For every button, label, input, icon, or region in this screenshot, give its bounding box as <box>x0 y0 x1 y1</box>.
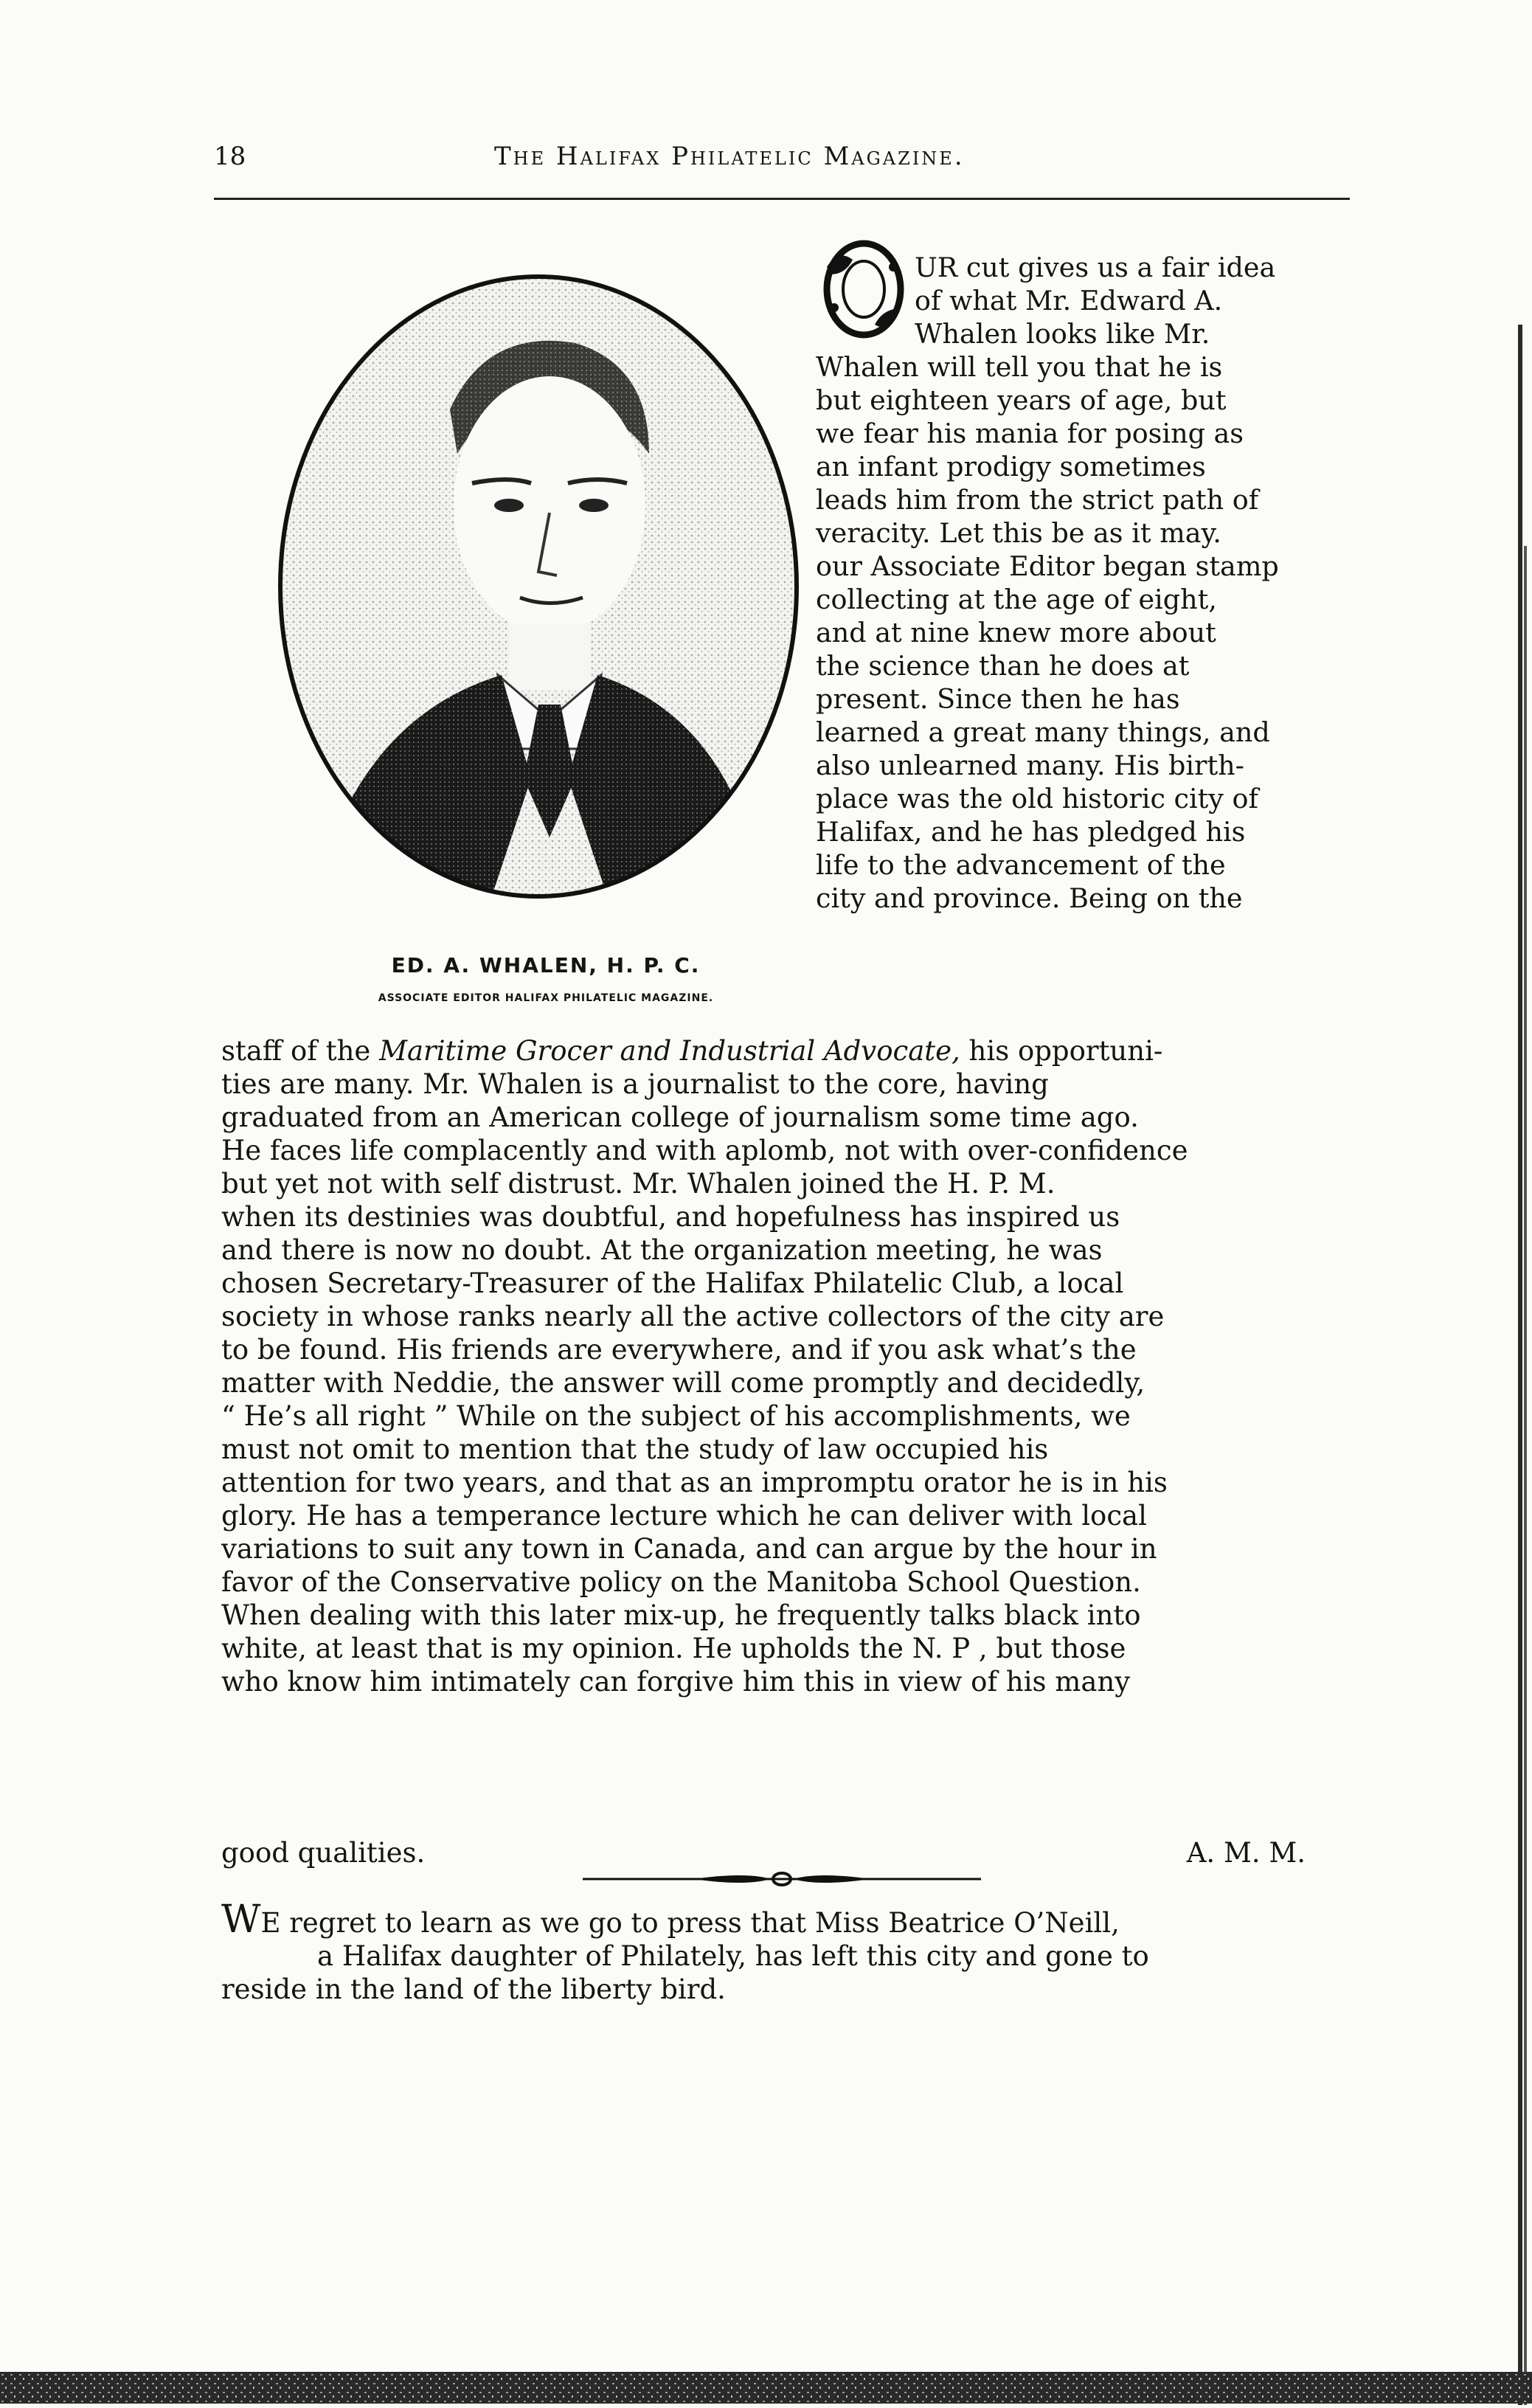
news-note <box>221 1897 1350 2006</box>
article-line: Whalen looks like Mr. <box>915 318 1210 350</box>
article-closing <box>221 1837 1306 1870</box>
portrait-icon <box>266 262 811 911</box>
article-line: graduated from an American college of journalism some time ago. <box>221 1101 1139 1133</box>
article-line: Halifax, and he has pledged his <box>816 816 1246 848</box>
running-header <box>214 142 1350 186</box>
article-line: white, at least that is my opinion. He upholds the N. P , but those <box>221 1633 1126 1664</box>
portrait-caption-name: ED. A. WHALEN, H. P. C. <box>391 953 701 978</box>
article-line: of what Mr. Edward A. <box>915 285 1223 316</box>
article-line: and at nine knew more about <box>816 617 1216 648</box>
article-line: city and province. Being on the <box>816 882 1243 914</box>
rule-ornament-icon <box>583 1868 981 1890</box>
article-line: present. Since then he has <box>816 683 1180 715</box>
article-line: When dealing with this later mix-up, he frequently talks black into <box>221 1599 1141 1631</box>
page-bottom-edge <box>0 2372 1532 2404</box>
running-title: The Halifax Philatelic Magazine. <box>494 142 965 171</box>
note-line: a Halifax daughter of Philately, has left this city and gone to <box>317 1940 1149 1972</box>
article-line: who know him intimately can forgive him this in view of his many <box>221 1666 1131 1698</box>
article-line: leads him from the strict path of <box>816 484 1259 516</box>
article-line: ties are many. Mr. Whalen is a journalist to the core, having <box>221 1068 1049 1100</box>
article-line: and there is now no doubt. At the organization meeting, he was <box>221 1234 1103 1266</box>
page-number: 18 <box>214 142 246 171</box>
article-line: but eighteen years of age, but <box>816 384 1227 416</box>
article-line: but yet not with self distrust. Mr. Whalen joined the H. P. M. <box>221 1168 1056 1200</box>
article-last-line: good qualities. <box>221 1837 426 1869</box>
article-line: also unlearned many. His birth- <box>816 750 1245 781</box>
article-line: “ He’s all right ” While on the subject of his accomplishments, we <box>221 1400 1131 1432</box>
article-line: our Associate Editor began stamp <box>816 550 1279 582</box>
article-line: life to the advancement of the <box>816 849 1226 881</box>
article-line: must not omit to mention that the study of law occupied his <box>221 1433 1049 1465</box>
author-signature: A. M. M. <box>1186 1837 1306 1869</box>
article-line: when its destinies was doubtful, and hopefulness has inspired us <box>221 1201 1120 1233</box>
article-line: veracity. Let this be as it may. <box>816 517 1221 549</box>
article-line: attention for two years, and that as an impromptu orator he is in his <box>221 1467 1168 1498</box>
portrait-caption-subtitle: ASSOCIATE EDITOR HALIFAX PHILATELIC MAGAZINE. <box>378 992 714 1004</box>
article-line: UR cut gives us a fair idea <box>915 252 1276 283</box>
article-line <box>221 1034 1350 1068</box>
article-line: glory. He has a temperance lecture which he can deliver with local <box>221 1500 1147 1532</box>
note-drop-cap: W <box>221 1897 261 1942</box>
article-line: Whalen will tell you that he is <box>816 351 1223 383</box>
article-line: to be found. His friends are everywhere, and if you ask what’s the <box>221 1334 1137 1366</box>
article-column-text <box>816 251 1347 915</box>
article-line: place was the old historic city of <box>816 783 1258 814</box>
article-line: an infant prodigy sometimes <box>816 451 1206 482</box>
article-line: society in whose ranks nearly all the active collectors of the city are <box>221 1301 1165 1332</box>
header-rule <box>214 198 1350 200</box>
article-line: variations to suit any town in Canada, and can argue by the hour in <box>221 1533 1157 1565</box>
article-line: the science than he does at <box>816 650 1190 682</box>
publication-title: Maritime Grocer and Industrial Advocate, <box>379 1035 960 1067</box>
note-line: reside in the land of the liberty bird. <box>221 1973 726 2005</box>
article-line: favor of the Conservative policy on the Manitoba School Question. <box>221 1566 1141 1598</box>
article-full-width-text <box>221 1034 1350 1698</box>
article-line: matter with Neddie, the answer will come promptly and decidedly, <box>221 1367 1145 1399</box>
article-line: we fear his mania for posing as <box>816 418 1244 449</box>
article-line: chosen Secretary-Treasurer of the Halifax Philatelic Club, a local <box>221 1267 1124 1299</box>
article-line: He faces life complacently and with aplomb, not with over-confidence <box>221 1135 1188 1166</box>
note-line: E regret to learn as we go to press that Miss Beatrice O’Neill, <box>260 1907 1120 1939</box>
article-text-fragment: his opportuni- <box>968 1035 1163 1067</box>
article-text-fragment: staff of the <box>221 1035 371 1067</box>
page-edge-shadow <box>1505 325 1532 2405</box>
article-line: collecting at the age of eight, <box>816 584 1217 615</box>
article-line: learned a great many things, and <box>816 716 1270 748</box>
